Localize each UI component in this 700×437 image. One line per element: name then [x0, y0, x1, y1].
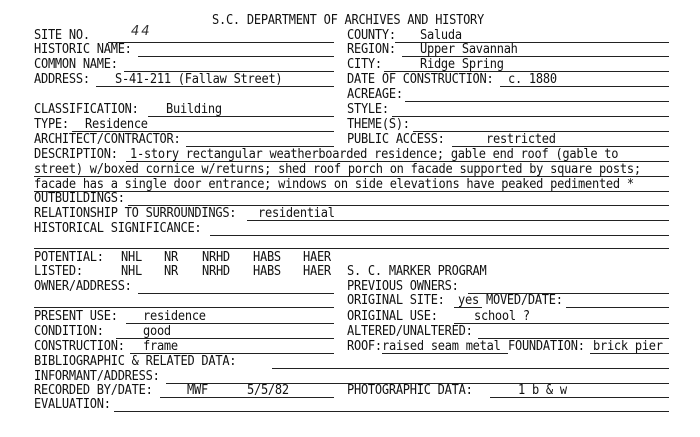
form-title: S.C. DEPARTMENT OF ARCHIVES AND HISTORY	[212, 11, 485, 28]
style-label: STYLE:	[347, 100, 389, 117]
previous-owners-label: PREVIOUS OWNERS:	[347, 277, 459, 294]
present-use-value: residence	[143, 307, 206, 324]
themes-label: THEME(S):	[347, 115, 410, 132]
address-value: S-41-211 (Fallaw Street)	[115, 70, 283, 87]
photographic-data-line	[490, 397, 669, 398]
listed-option-nhl: NHL	[121, 262, 142, 279]
type-value: Residence	[85, 115, 148, 132]
present-use-label: PRESENT USE:	[34, 307, 118, 324]
description-label: DESCRIPTION:	[34, 145, 118, 162]
city-label: CITY:	[347, 55, 382, 72]
classification-line	[148, 116, 334, 117]
listed-label: LISTED:	[34, 262, 83, 279]
roof-line	[382, 353, 508, 354]
construction-label: CONSTRUCTION:	[34, 337, 125, 354]
recorded-by-label: RECORDED BY/DATE:	[34, 381, 153, 398]
relationship-line	[247, 220, 669, 221]
region-label: REGION:	[347, 40, 396, 57]
historical-significance-label: HISTORICAL SIGNIFICANCE:	[34, 219, 202, 236]
evaluation-line	[114, 411, 669, 412]
date-of-construction-value: c. 1880	[508, 70, 557, 87]
listed-option-haer: HAER	[303, 262, 331, 279]
site-no-value: 44	[131, 24, 152, 39]
common-name-label: COMMON NAME:	[34, 55, 118, 72]
public-access-label: PUBLIC ACCESS:	[347, 130, 445, 147]
outbuildings-label: OUTBUILDINGS:	[34, 189, 125, 206]
original-site-value: yes	[458, 291, 479, 308]
listed-option-nrhd: NRHD	[202, 262, 230, 279]
original-site-label: ORIGINAL SITE:	[347, 291, 445, 308]
classification-value: Building	[166, 100, 222, 117]
recorded-by-line	[160, 397, 334, 398]
description-line-2: street) w/boxed cornice w/returns; shed roof porch on facade supported by square posts;	[34, 160, 641, 177]
condition-value: good	[143, 322, 171, 339]
historical-significance-line	[210, 235, 669, 236]
photographic-data-value: 1 b & w	[518, 381, 567, 398]
owner-address-label: OWNER/ADDRESS:	[34, 277, 132, 294]
condition-label: CONDITION:	[34, 322, 104, 339]
description-rule-3	[34, 191, 669, 192]
potential-option-habs: HABS	[253, 248, 281, 265]
type-label: TYPE:	[34, 115, 69, 132]
acreage-label: ACREAGE:	[347, 85, 403, 102]
original-use-label: ORIGINAL USE:	[347, 307, 438, 324]
listed-option-nr: NR	[164, 262, 178, 279]
recorded-by-date: 5/5/82	[247, 381, 289, 398]
address-label: ADDRESS:	[34, 70, 90, 87]
architect-label: ARCHITECT/CONTRACTOR:	[34, 130, 181, 147]
owner-address-line	[138, 293, 334, 294]
acreage-line	[405, 101, 669, 102]
bibliographic-line	[272, 368, 669, 369]
historic-name-label: HISTORIC NAME:	[34, 40, 132, 57]
classification-label: CLASSIFICATION:	[34, 100, 139, 117]
region-value: Upper Savannah	[420, 40, 518, 57]
foundation-value: brick pier	[593, 337, 663, 354]
site-no-label: SITE NO.	[34, 26, 90, 43]
county-value: Saluda	[420, 26, 462, 43]
moved-date-label: MOVED/DATE:	[486, 291, 563, 308]
public-access-value: restricted	[486, 130, 556, 147]
description-line-3: facade has a single door entrance; windows on side elevations have peaked pedimented *	[34, 175, 634, 192]
construction-value: frame	[143, 337, 178, 354]
potential-option-nrhd: NRHD	[202, 248, 230, 265]
city-value: Ridge Spring	[420, 55, 504, 72]
relationship-value: residential	[258, 204, 335, 221]
description-line-1: 1-story rectangular weatherboarded residence; gable end roof (gable to	[130, 145, 619, 162]
roof-label: ROOF:	[347, 337, 382, 354]
potential-option-haer: HAER	[303, 248, 331, 265]
informant-label: INFORMANT/ADDRESS:	[34, 367, 160, 384]
site-no-line	[108, 42, 334, 43]
sc-marker-program-label: S. C. MARKER PROGRAM	[347, 262, 487, 279]
historic-name-line	[138, 56, 334, 57]
potential-option-nhl: NHL	[121, 248, 142, 265]
roof-value: raised seam metal	[382, 337, 501, 354]
original-use-line	[454, 323, 669, 324]
relationship-label: RELATIONSHIP TO SURROUNDINGS:	[34, 204, 237, 221]
recorded-by-initials: MWF	[187, 381, 208, 398]
potential-option-nr: NR	[164, 248, 178, 265]
county-label: COUNTY:	[347, 26, 396, 43]
potential-label: POTENTIAL:	[34, 248, 104, 265]
moved-date-line	[566, 307, 669, 308]
date-of-construction-line	[500, 86, 669, 87]
style-line	[392, 116, 669, 117]
listed-option-habs: HABS	[253, 262, 281, 279]
altered-label: ALTERED/UNALTERED:	[347, 322, 473, 339]
bibliographic-label: BIBLIOGRAPHIC & RELATED DATA:	[34, 352, 237, 369]
original-use-value: school ?	[474, 307, 530, 324]
foundation-label: FOUNDATION:	[508, 337, 585, 354]
evaluation-label: EVALUATION:	[34, 395, 111, 412]
address-line	[96, 86, 334, 87]
foundation-line	[590, 353, 669, 354]
photographic-data-label: PHOTOGRAPHIC DATA:	[347, 381, 473, 398]
date-of-construction-label: DATE OF CONSTRUCTION:	[347, 70, 494, 87]
